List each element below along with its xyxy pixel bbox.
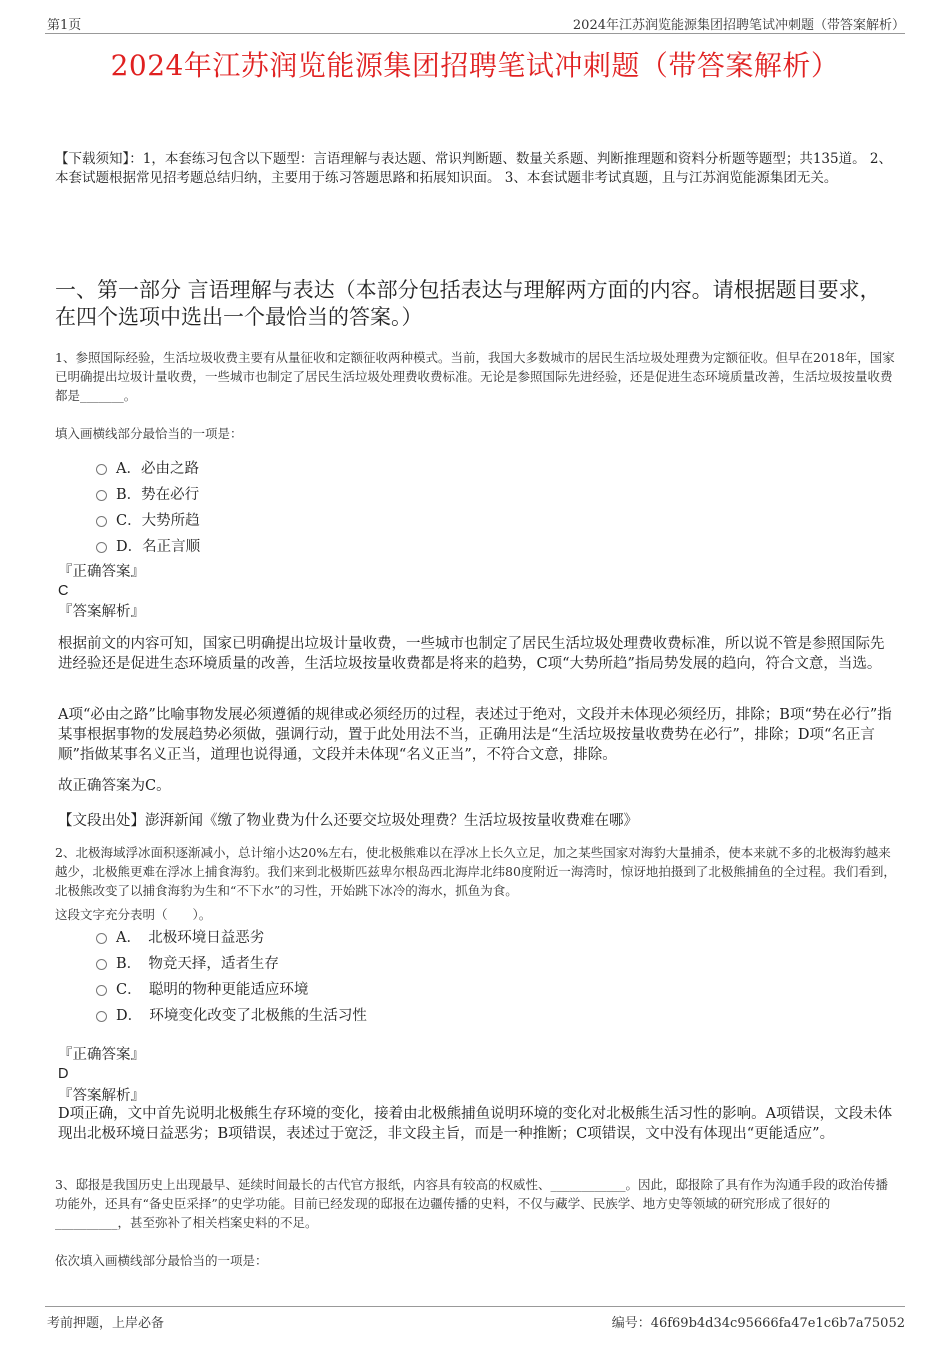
radio-icon[interactable] (96, 985, 107, 996)
q2-answer-label: 『正确答案』 (58, 1047, 145, 1063)
q1-option-d-label: D．名正言顺 (116, 539, 201, 555)
radio-icon[interactable] (96, 516, 107, 527)
question-1-stem: 1、参照国际经验，生活垃圾收费主要有从量征收和定额征收两种模式。当前，我国大多数城市的居民生活垃圾处理费为定额征收。但早在2018年，国家已明确提出垃圾计量收费，一些城市也制定了居民生活垃圾处理费收费标准。无论是参照国际先进经验，还是促进生态环境质量改善，生活垃圾按量收费都是_______。 (55, 350, 895, 403)
running-title: 2024年江苏润览能源集团招聘笔试冲刺题（带答案解析） (572, 18, 905, 33)
radio-icon[interactable] (96, 542, 107, 553)
page-number: 第1页 (47, 18, 82, 33)
radio-icon[interactable] (96, 490, 107, 501)
q1-analysis-conclusion: 故正确答案为C。 (58, 778, 171, 794)
q2-option-b[interactable] (96, 952, 279, 973)
q1-analysis-paragraph-1: 根据前文的内容可知，国家已明确提出垃圾计量收费，一些城市也制定了居民生活垃圾处理费收费标准，所以说不管是参照国际先进经验还是促进生态环境质量的改善，生活垃圾按量收费都是将来的趋势，C项“大势所趋”指局势发展的趋向，符合文意，当选。 (58, 636, 885, 672)
download-notice: 【下载须知】：1，本套练习包含以下题型：言语理解与表达题、常识判断题、数量关系题、判断推理题和资料分析题等题型；共135道。 2、本套试题根据常见招考题总结归纳，主要用于练习答题思路和拓展知识面。 3、本套试题非考试真题，且与江苏润览能源集团无关。 (55, 151, 892, 186)
question-2-prompt: 这段文字充分表明（ ）。 (55, 907, 212, 922)
q2-option-a-label: A． 北极环境日益恶劣 (116, 930, 265, 946)
q2-option-d[interactable] (96, 1004, 367, 1025)
radio-icon[interactable] (96, 464, 107, 475)
radio-icon[interactable] (96, 933, 107, 944)
q1-option-b-label: B．势在必行 (116, 487, 200, 503)
document-title: 2024年江苏润览能源集团招聘笔试冲刺题（带答案解析） (110, 49, 840, 82)
q1-option-a-label: A．必由之路 (116, 461, 199, 477)
q2-option-a[interactable] (96, 926, 264, 947)
footer-divider (45, 1306, 905, 1307)
q2-option-c-label: C． 聪明的物种更能适应环境 (116, 982, 309, 998)
footer-slogan: 考前押题，上岸必备 (47, 1316, 165, 1331)
q1-analysis-paragraph-2: A项“必由之路”比喻事物发展必须遵循的规律或必须经历的过程，表述过于绝对，文段并未体现必须经历，排除；B项“势在必行”指某事根据事物的发展趋势必须做，强调行动，置于此处用法不当，正确用法是“生活垃圾按量收费势在必行”，排除；D项“名正言顺”指做某事名义正当，道理也说得通，文段并未体现“名义正当”，不符合文意，排除。 (58, 707, 892, 763)
q1-option-c-label: C．大势所趋 (116, 513, 200, 529)
q1-option-b[interactable] (96, 483, 199, 504)
q1-answer: C (58, 583, 69, 599)
question-3-prompt: 依次填入画横线部分最恰当的一项是： (55, 1253, 268, 1268)
q1-option-d[interactable] (96, 535, 200, 556)
q1-option-a[interactable] (96, 457, 199, 478)
document-id: 编号：46f69b4d34c95666fa47e1c6b7a75052 (611, 1316, 905, 1331)
q2-option-c[interactable] (96, 978, 308, 999)
header-divider (45, 33, 905, 34)
q1-source: 【文段出处】澎湃新闻《缴了物业费为什么还要交垃圾处理费？生活垃圾按量收费难在哪》 (58, 813, 638, 829)
q2-analysis-label: 『答案解析』 (58, 1088, 145, 1104)
radio-icon[interactable] (96, 959, 107, 970)
q2-answer: D (58, 1066, 69, 1082)
q2-option-b-label: B． 物竞天择，适者生存 (116, 956, 279, 972)
question-3-stem: 3、邸报是我国历史上出现最早、延续时间最长的古代官方报纸，内容具有较高的权威性、____________。因此，邸报除了具有作为沟通手段的政治传播功能外，还具有“备史臣采择”的史学功能。目前已经发现的邸报在边疆传播的史料，不仅与藏学、民族学、地方史等领域的研究形成了很好的__________，甚至弥补了相关档案史料的不足。 (55, 1177, 888, 1230)
q1-option-c[interactable] (96, 509, 200, 530)
q2-option-d-label: D． 环境变化改变了北极熊的生活习性 (116, 1008, 367, 1024)
q1-analysis-label: 『答案解析』 (58, 604, 145, 620)
q2-analysis: D项正确，文中首先说明北极熊生存环境的变化，接着由北极熊捕鱼说明环境的变化对北极熊生活习性的影响。A项错误，文段未体现出北极环境日益恶劣；B项错误，表述过于宽泛，非文段主旨，而是一种推断；C项错误，文中没有体现出“更能适应”。 (58, 1106, 893, 1142)
radio-icon[interactable] (96, 1011, 107, 1022)
section-heading: 一、第一部分 言语理解与表达（本部分包括表达与理解两方面的内容。请根据题目要求，在四个选项中选出一个最恰当的答案。） (55, 278, 881, 329)
q1-answer-label: 『正确答案』 (58, 564, 145, 580)
question-1-prompt: 填入画横线部分最恰当的一项是： (55, 426, 243, 441)
question-2-stem: 2、北极海域浮冰面积逐渐减小，总计缩小达20%左右，使北极熊难以在浮冰上长久立足，加之某些国家对海豹大量捕杀，使本来就不多的北极海豹越来越少，北极熊更难在浮冰上捕食海豹。我们来到北极斯匹兹卑尔根岛西北海岸北纬80度附近一海湾时，惊讶地拍摄到了北极熊捕鱼的全过程。我们看到，北极熊改变了以捕食海豹为生和“不下水”的习性，开始跳下冰冷的海水，抓鱼为食。 (55, 845, 896, 898)
